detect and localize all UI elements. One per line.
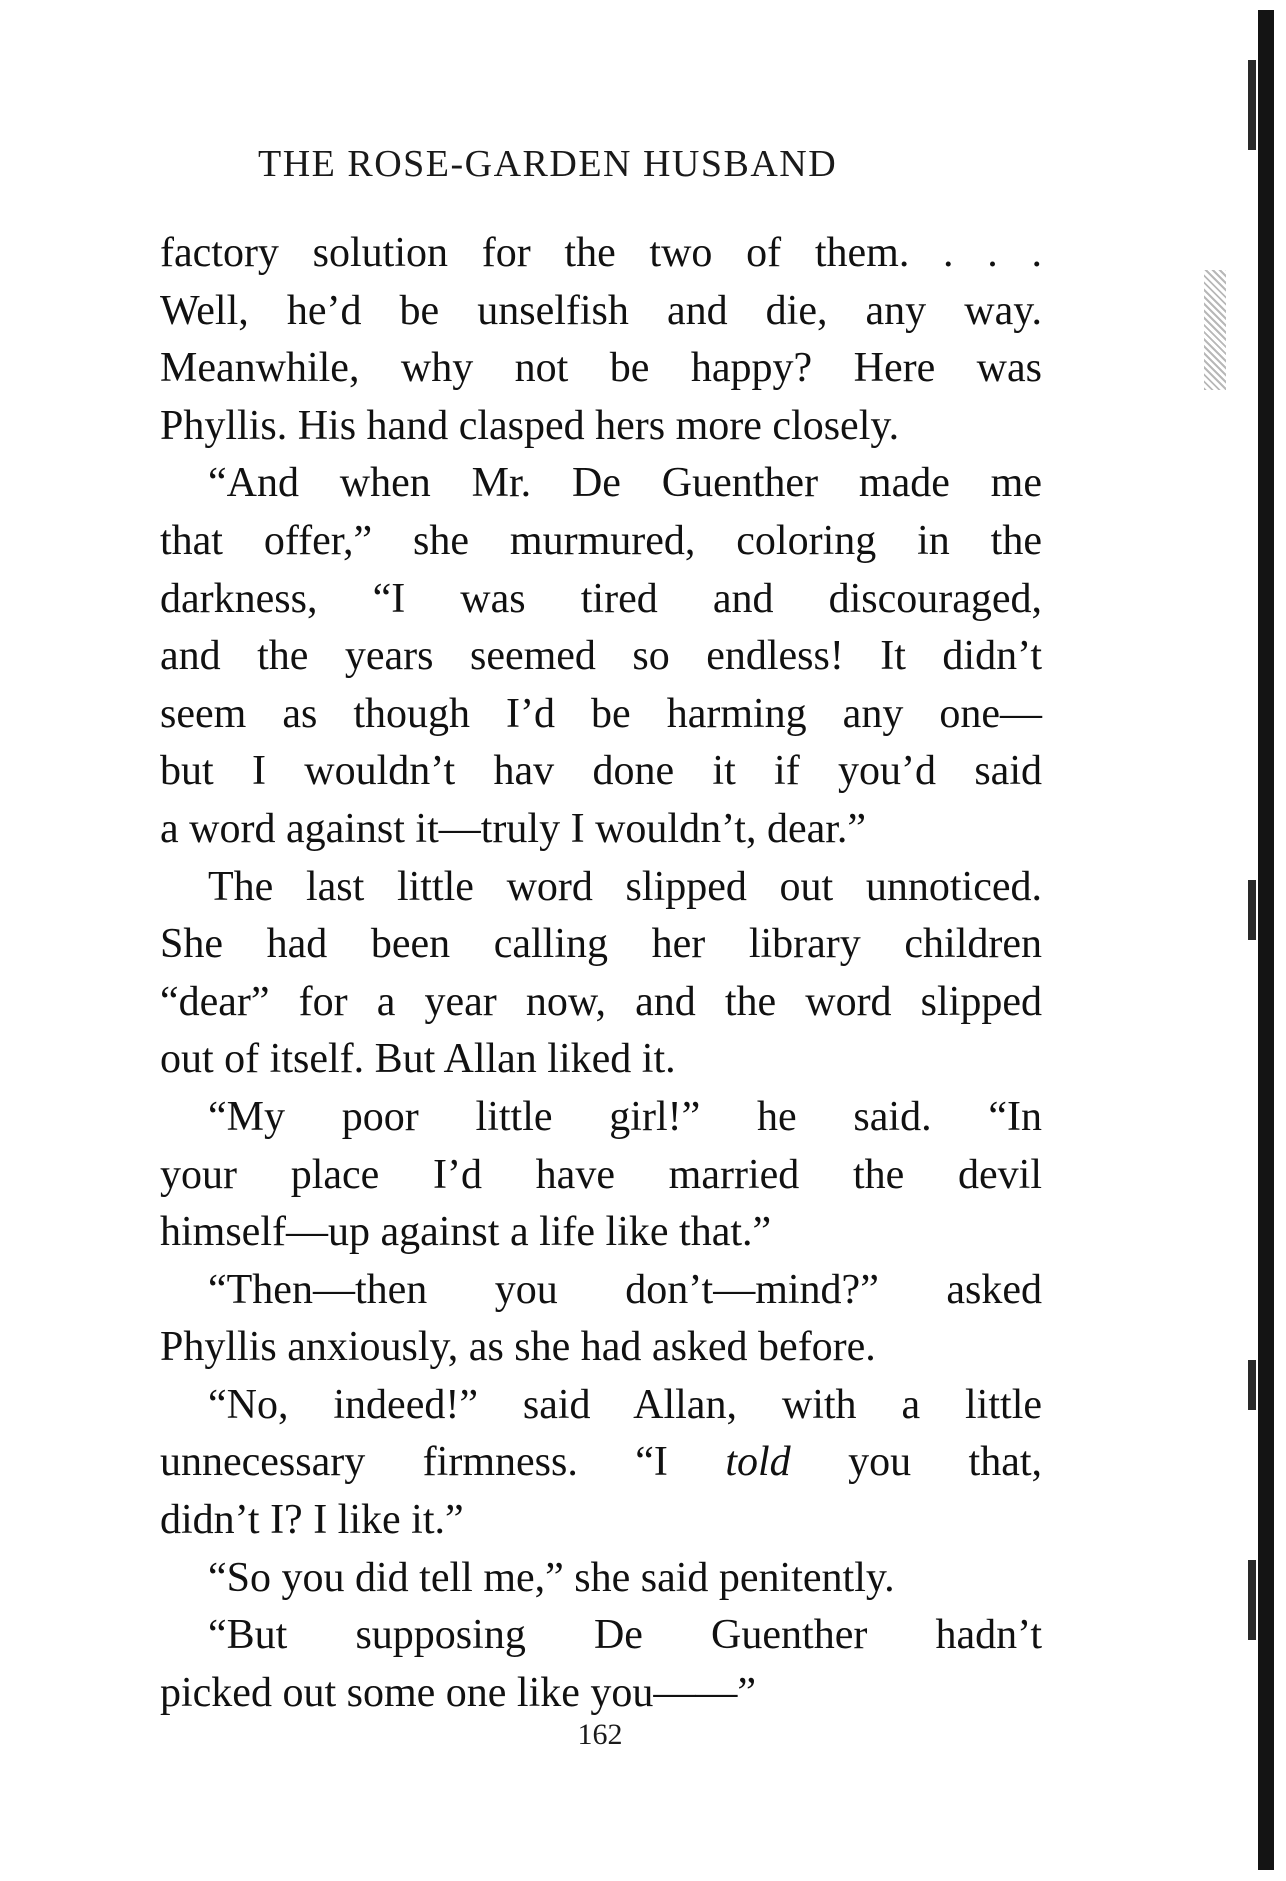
text-line: darkness, “I was tired and discouraged, (160, 575, 1042, 622)
emphasis-told: told (725, 1439, 791, 1486)
body-text (160, 225, 1042, 1722)
text-line: She had been calling her library children (160, 921, 1042, 968)
text-line: didn’t I? I like it.” (160, 1497, 464, 1544)
text-line: factory solution for the two of them. . . . (160, 230, 1042, 276)
page-number: 162 (577, 1718, 623, 1751)
text-line: a word against it—truly I wouldn’t, dear.” (160, 805, 867, 852)
text-line: himself—up against a life like that.” (160, 1209, 772, 1256)
text-line: and the years seemed so endless! It didn’t (160, 633, 1042, 680)
text-line: out of itself. But Allan liked it. (160, 1036, 676, 1083)
running-head: THE ROSE-GARDEN HUSBAND (258, 143, 838, 185)
text-line: “Then—then you don’t—mind?” asked (208, 1266, 1042, 1313)
text-line: Meanwhile, why not be happy? Here was (160, 345, 1042, 392)
text-line: “No, indeed!” said Allan, with a little (208, 1381, 1042, 1428)
text-line: but I wouldn’t hav done it if you’d said (160, 748, 1042, 795)
spine-shadow (1258, 10, 1274, 1870)
text-line: that offer,” she murmured, coloring in the (160, 517, 1042, 564)
text-line: Phyllis anxiously, as she had asked before. (160, 1324, 876, 1371)
spine-fleck (1248, 1360, 1256, 1410)
text-line: “But supposing De Guenther hadn’t (208, 1612, 1042, 1659)
text-line: “So you did tell me,” she said penitently. (208, 1554, 895, 1601)
text-line: Well, he’d be unselfish and die, any way. (160, 287, 1042, 334)
text-line: The last little word slipped out unnoticed. (208, 863, 1042, 910)
book-spine-edge (1244, 0, 1286, 1881)
text-line: “My poor little girl!” he said. “In (208, 1093, 1042, 1140)
spine-fleck (1248, 60, 1256, 150)
text-line: picked out some one like you——” (160, 1669, 757, 1716)
text-line: your place I’d have married the devil (160, 1151, 1042, 1198)
text-line: Phyllis. His hand clasped hers more closely. (160, 402, 900, 449)
scan-speckle (1204, 270, 1226, 390)
text-line: unnecessary firmness. “I told you that, (160, 1439, 1042, 1486)
text-line: “And when Mr. De Guenther made me (208, 460, 1042, 507)
spine-fleck (1248, 880, 1256, 940)
text-line: seem as though I’d be harming any one— (160, 690, 1042, 737)
spine-fleck (1248, 1560, 1256, 1640)
text-line: “dear” for a year now, and the word slipped (160, 978, 1042, 1025)
